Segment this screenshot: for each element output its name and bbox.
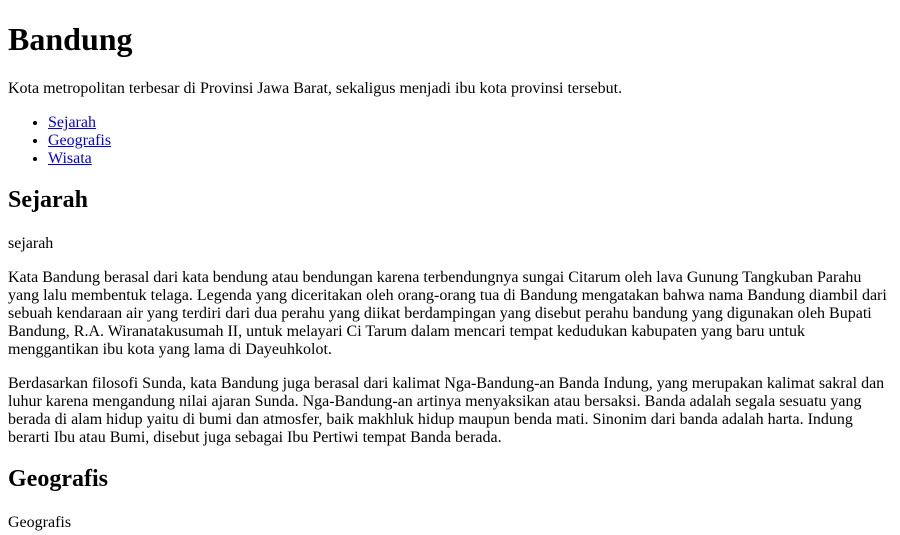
sejarah-paragraph-1: Kata Bandung berasal dari kata bendung atau bendungan karena terbendungnya sungai Citarum oleh lava Gunung Tangkuban Parahu yang lalu membentuk telaga. Legenda yang diceritakan oleh orang-orang tua di Bandung mengatakan bahwa nama Bandung diambil dari sebuah kendaraan air yang terdiri dari dua perahu yang diikat berdampingan yang disebut perahu bandung yang digunakan oleh Bupati Bandung, R.A. Wiranatakusumah II, untuk melayari Ci Tarum dalam mencari tempat kedudukan kabupaten yang baru untuk menggantikan ibu kota yang lama di Dayeuhkolot. [8, 269, 887, 358]
nav-link-sejarah[interactable]: Sejarah [48, 114, 96, 131]
section-heading-geografis: Geografis [8, 466, 108, 492]
nav-item-geografis [48, 132, 111, 150]
nav-link-wisata[interactable]: Wisata [48, 150, 92, 167]
geografis-image [8, 514, 71, 532]
section-nav [8, 114, 111, 168]
page-subtitle: Kota metropolitan terbesar di Provinsi Jawa Barat, sekaligus menjadi ibu kota provinsi tersebut. [8, 80, 623, 97]
nav-item-sejarah [48, 114, 111, 132]
sejarah-paragraph-2: Berdasarkan filosofi Sunda, kata Bandung juga berasal dari kalimat Nga-Bandung-an Banda Indung, yang merupakan kalimat sakral dan luhur karena mengandung nilai ajaran Sunda. Nga-Bandung-an artinya menyaksikan atau bersaksi. Banda adalah segala sesuatu yang berada di alam hidup yaitu di bumi dan atmosfer, baik makhluk hidup maupun benda mati. Sinonim dari banda adalah harta. Indung berarti Ibu atau Bumi, disebut juga sebagai Ibu Pertiwi tempat Banda berada. [8, 375, 885, 446]
section-heading-sejarah: Sejarah [8, 187, 88, 213]
sejarah-image-alt: sejarah [8, 235, 54, 252]
geografis-image-alt: Geografis [8, 514, 72, 531]
sejarah-image [8, 235, 53, 253]
nav-item-wisata [48, 150, 111, 168]
nav-link-geografis[interactable]: Geografis [48, 132, 112, 149]
page-title: Bandung [8, 21, 133, 57]
